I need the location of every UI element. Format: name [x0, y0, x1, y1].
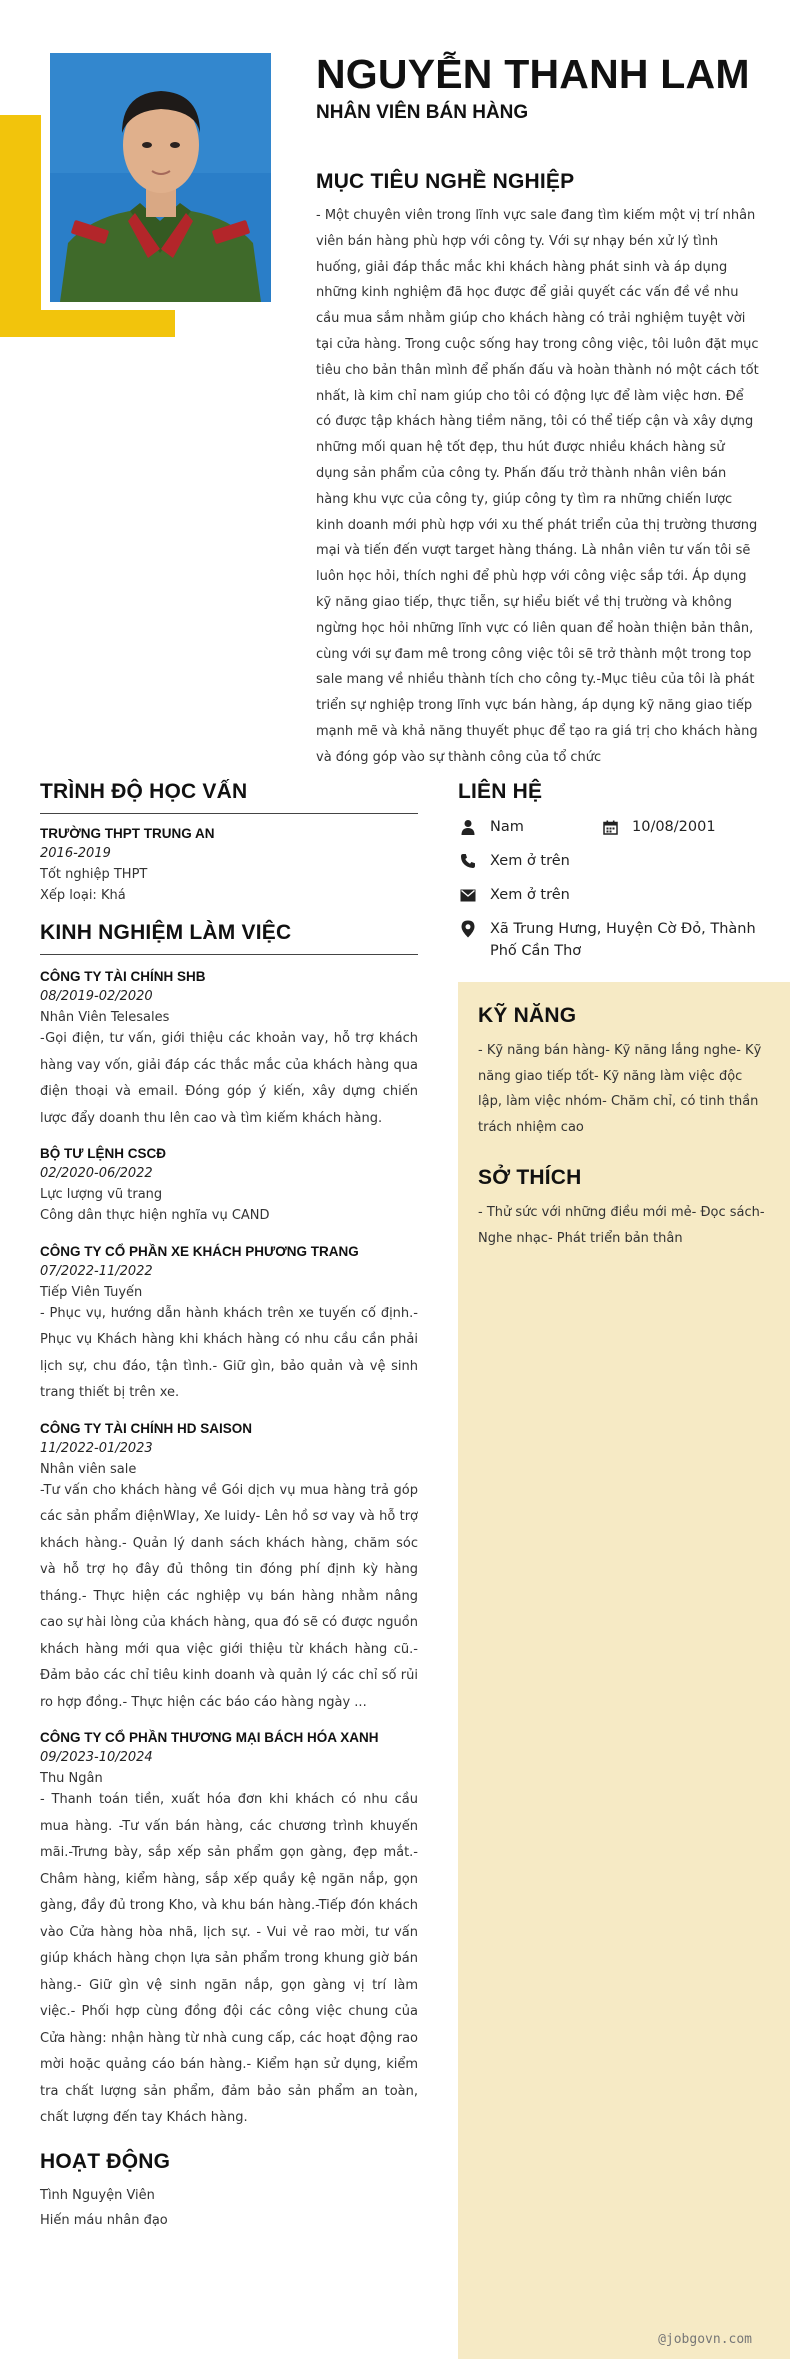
experience-period: 11/2022-01/2023 [40, 1440, 153, 1456]
hobbies-text: - Thử sức với những điều mới mẻ- Đọc sách- Nghe nhạc- Phát triển bản thân [478, 1205, 765, 1246]
experience-role: Thu Ngân [40, 1771, 103, 1786]
hobbies-section [478, 1166, 770, 1251]
objective-section [316, 170, 760, 771]
activity-item: Hiến máu nhân đạo [40, 2212, 168, 2228]
watermark: @jobgovn.com [658, 2332, 752, 2347]
phone-icon [458, 851, 478, 871]
experience-entry [40, 1730, 418, 2132]
contact-row-phone [458, 850, 758, 872]
left-column [40, 780, 418, 2246]
activity-item: Tình Nguyện Viên [40, 2187, 155, 2203]
envelope-icon [458, 885, 478, 905]
experience-title: KINH NGHIỆM LÀM VIỆC [40, 921, 418, 955]
candidate-position: NHÂN VIÊN BÁN HÀNG [316, 102, 529, 123]
education-entry [40, 826, 418, 903]
experience-entry [40, 969, 418, 1132]
education-section [40, 780, 418, 903]
experience-company: CÔNG TY TÀI CHÍNH HD SAISON [40, 1420, 253, 1436]
experience-description: - Phục vụ, hướng dẫn hành khách trên xe tuyến cố định.- Phục vụ Khách hàng khi khách hàng có nhu cầu cần phải lịch sự, chu đáo, tận tình.- Giữ gìn, bảo quản và vệ sinh trang thiết bị trên xe. [40, 1305, 418, 1400]
contact-address: Xã Trung Hưng, Huyện Cờ Đỏ, Thành Phố Cần Thơ [490, 921, 756, 959]
calendar-icon [600, 817, 620, 837]
education-degree: Tốt nghiệp THPT [40, 867, 148, 882]
objective-title: MỤC TIÊU NGHỀ NGHIỆP [316, 170, 575, 193]
education-title: TRÌNH ĐỘ HỌC VẤN [40, 780, 418, 814]
activities-section [40, 2150, 418, 2228]
skills-text: - Kỹ năng bán hàng- Kỹ năng lắng nghe- Kỹ năng giao tiếp tốt- Kỹ năng làm việc độc lập, làm việc nhóm- Chăm chỉ, có tinh thần trách nhiệm cao [478, 1043, 762, 1135]
experience-entry [40, 1421, 418, 1717]
contact-email: Xem ở trên [490, 887, 570, 903]
contact-gender: Nam [490, 819, 524, 835]
hobbies-title: SỞ THÍCH [478, 1166, 582, 1189]
contact-phone: Xem ở trên [490, 853, 570, 869]
experience-role: Lực lượng vũ trang [40, 1187, 163, 1202]
experience-description: -Gọi điện, tư vấn, giới thiệu các khoản vay, hỗ trợ khách hàng vay vốn, giải đáp các thắc mắc của khách hàng qua điện thoại và email. Đóng góp ý kiến, xây dựng chiến lược đẩy doanh thu lên cao và tìm kiếm khách hàng. [40, 1031, 418, 1126]
experience-description: Công dân thực hiện nghĩa vụ CAND [40, 1208, 270, 1223]
contact-row-email [458, 884, 758, 906]
experience-role: Nhân viên sale [40, 1461, 137, 1477]
experience-company: CÔNG TY CỔ PHẦN THƯƠNG MẠI BÁCH HÓA XANH [40, 1730, 379, 1745]
experience-period: 02/2020-06/2022 [40, 1166, 153, 1181]
person-icon [458, 817, 478, 837]
school-name: TRƯỜNG THPT TRUNG AN [40, 826, 215, 841]
contact-row-gender-birthday [458, 816, 758, 838]
education-period: 2016-2019 [40, 846, 111, 861]
side-panel [458, 982, 790, 2359]
education-grade: Xếp loại: Khá [40, 888, 126, 903]
contact-section [458, 780, 758, 962]
contact-row-address [458, 918, 758, 962]
candidate-name: NGUYỄN THANH LAM [316, 51, 750, 97]
objective-text: - Một chuyên viên trong lĩnh vực sale đang tìm kiếm một vị trí nhân viên bán hàng phù hợp với công ty. Với sự nhạy bén xử lý tình huống, giải đáp thắc mắc khi khách hàng phát sinh và áp dụng những kinh nghiệm đã học được để giải quyết các vấn đề về nhu cầu mua sắm nhằm giúp cho khách hàng có trải nghiệm tuyệt vời tại cửa hàng. Trong cuộc sống hay trong công việc, tôi luôn đặt mục tiêu cho bản thân mình để phấn đấu và hoàn thành nó một cách tốt nhất, là kim chỉ nam giúp cho tôi có động lực để làm việc hơn. Để có được tập khách hàng tiềm năng, tôi có thể tiếp cận và xây dựng những mối quan hệ tốt đẹp, thu hút được nhiều khách hàng sử dụng sản phẩm của công ty. Phấn đấu trở thành nhân viên bán hàng khu vực của công ty, giúp công ty tìm ra những chiến lược kinh doanh mới phù hợp với xu thế phát triển của thị trường thương mại và tiến đến vượt target hàng tháng. Là nhân viên tư vấn tôi sẽ luôn học hỏi, thích nghi để phù hợp với công việc sắp tới. Áp dụng kỹ năng giao tiếp, thực tiễn, sự hiểu biết về thị trường và không ngừng học hỏi những lĩnh vực có liên quan để hoàn thiện bản thân, cùng với sự đam mê trong công việc tôi sẽ trở thành một trong top sale mang về nhiều thành tích cho công ty.-Mục tiêu của tôi là phát triển sự nghiệp trong lĩnh vực bán hàng, áp dụng kỹ năng giao tiếp mạnh mẽ và khả năng thuyết phục để tạo ra giá trị cho khách hàng và đóng góp vào sự thành công của tổ chức [316, 208, 759, 765]
location-pin-icon [458, 919, 478, 939]
profile-photo [50, 53, 271, 302]
skills-title: KỸ NĂNG [478, 1004, 577, 1027]
experience-description: - Thanh toán tiền, xuất hóa đơn khi khách có nhu cầu mua hàng. -Tư vấn bán hàng, các chương trình khuyến mãi.-Trưng bày, sắp xếp sản phẩm gọn gàng, đẹp mắt.-Châm hàng, kiểm hàng, sắp xếp quầy kệ ngăn nắp, gọn gàng, đầy đủ trong Kho, và khu bán hàng.-Tiếp đón khách vào Cửa hàng hòa nhã, lịch sự. - Vui vẻ rao mời, tư vấn giúp khách hàng chọn lựa sản phẩm trong khung giờ bán hàng.- Giữ gìn vệ sinh ngăn nắp, gọn gàng vị trí làm việc.- Phối hợp cùng đồng đội các công việc chung của Cửa hàng: nhận hàng từ nhà cung cấp, các hoạt động rao mời hoặc quảng cáo bán hàng.- Kiểm hạn sử dụng, kiểm tra chất lượng sản phẩm, đảm bảo sản phẩm an toàn, chất lượng đến tay Khách hàng. [40, 1792, 418, 2125]
experience-company: BỘ TƯ LỆNH CSCĐ [40, 1146, 166, 1161]
experience-period: 09/2023-10/2024 [40, 1750, 153, 1765]
experience-description: -Tư vấn cho khách hàng về Gói dịch vụ mua hàng trả góp các sản phẩm điệnWlay, Xe luidy- Lên hồ sơ vay và hỗ trợ khách hàng.- Quản lý danh sách khách hàng, chăm sóc và hỗ trợ họ đây đủ thông tin đóng phí định kỳ hàng tháng.- Thực hiện các nghiệp vụ bán hàng nhằm nâng cao sự hài lòng của khách hàng, qua đó sẽ có được nguồn khách hàng mới qua việc giới thiệu từ khách hàng cũ.- Đảm bảo các chỉ tiêu kinh doanh và quản lý các chỉ số rủi ro hợp đồng.- Thực hiện các báo cáo hàng ngày ... [40, 1482, 418, 1710]
experience-role: Nhân Viên Telesales [40, 1010, 170, 1025]
experience-company: CÔNG TY TÀI CHÍNH SHB [40, 969, 206, 984]
resume-header [316, 48, 756, 124]
experience-period: 08/2019-02/2020 [40, 989, 153, 1004]
experience-role: Tiếp Viên Tuyến [40, 1284, 143, 1300]
activities-title: HOẠT ĐỘNG [40, 2149, 171, 2173]
experience-period: 07/2022-11/2022 [40, 1263, 153, 1279]
experience-entry [40, 1244, 418, 1407]
experience-company: CÔNG TY CỔ PHẦN XE KHÁCH PHƯƠNG TRANG [40, 1243, 359, 1259]
experience-section [40, 921, 418, 2132]
contact-birthday: 10/08/2001 [632, 819, 716, 835]
skills-section [478, 1004, 770, 1140]
experience-entry [40, 1146, 418, 1230]
contact-title: LIÊN HỆ [458, 780, 543, 803]
